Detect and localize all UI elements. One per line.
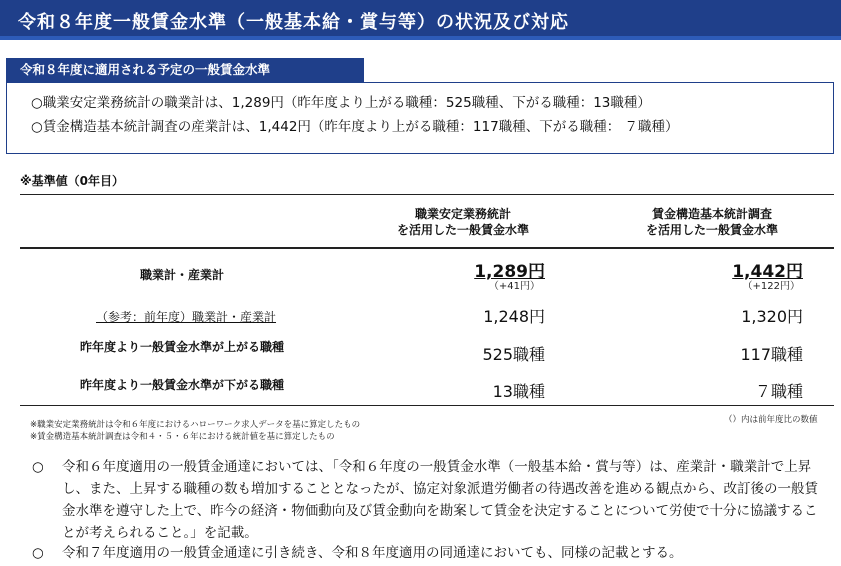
column-header-1-line1: 職業安定業務統計 [414,207,511,221]
row-label-previous: （参考：前年度）職業計・産業計 [96,310,277,324]
column-header-2 [622,206,802,238]
table-note-2: ※賃金構造基本統計調査は令和４・５・６年における統計値を基に算定したもの [30,432,335,442]
column-header-1-line2: を活用した一般賃金水準 [396,223,529,237]
summary-heading: 令和８年度に適用される予定の一般賃金水準 [6,58,364,82]
paragraph-2-bullet: ○ [32,545,44,561]
title-stripe [0,36,841,40]
value-1-down: 13職種 [492,382,545,401]
column-header-1 [378,206,548,238]
paragraph-1-bullet: ○ [32,459,44,475]
column-header-2-line1: 賃金構造基本統計調査 [651,207,772,221]
summary-line-1: ○職業安定業務統計の職業計は、1,289円（昨年度より上がる職種：525職種、下がる職種：13職種） [31,95,651,111]
value-2-previous: 1,320円 [741,307,803,326]
title-bar [0,0,841,40]
value-2-total: 1,442円 [732,262,803,282]
value-2-up: 117職種 [740,345,803,364]
value-2-down: ７職種 [754,382,803,401]
row-label-total: 職業計・産業計 [140,268,225,282]
table-top-rule [20,194,834,195]
table-bottom-rule [20,405,834,406]
paragraph-2-text: 令和７年度適用の一般賃金通達に引き続き、令和８年度適用の同通達においても、同様の記載とする。 [62,545,683,561]
paragraph-2 [20,542,820,564]
column-header-2-line2: を活用した一般賃金水準 [645,223,778,237]
paragraph-1 [20,456,820,544]
value-1-total: 1,289円 [474,262,545,282]
value-2-total-change: （+122円） [742,281,800,292]
value-1-up: 525職種 [482,345,545,364]
summary-line-2: ○賃金構造基本統計調査の産業計は、1,442円（昨年度より上がる職種：117職種、下がる職種： ７職種） [31,119,679,135]
row-label-up: 昨年度より一般賃金水準が上がる職種 [80,340,285,354]
table-label: ※基準値（0年目） [20,174,125,188]
value-1-previous: 1,248円 [483,307,545,326]
table-note-right: （）内は前年度比の数値 [724,415,818,425]
page-title: 令和８年度一般賃金水準（一般基本給・賞与等）の状況及び対応 [18,12,569,33]
value-1-total-change: （+41円） [488,281,540,292]
summary-box [6,82,834,154]
paragraph-1-text: 令和６年度適用の一般賃金通達においては、「令和６年度の一般賃金水準（一般基本給・賞与等）は、産業計・職業計で上昇し、また、上昇する職種の数も増加することとなったが、協定対象派遣労働者の待遇改善を進める観点から、改訂後の一般賃金水準を遵守した上で、昨今の経済・物価動向及び賃金動向を勘案して賃金を決定することについて労使で十分に協議することが考えられること。」を記載。 [62,459,818,541]
table-header-rule [20,247,834,249]
row-label-down: 昨年度より一般賃金水準が下がる職種 [80,378,285,392]
table-note-1: ※職業安定業務統計は令和６年度におけるハローワーク求人データを基に算定したもの [30,420,361,430]
